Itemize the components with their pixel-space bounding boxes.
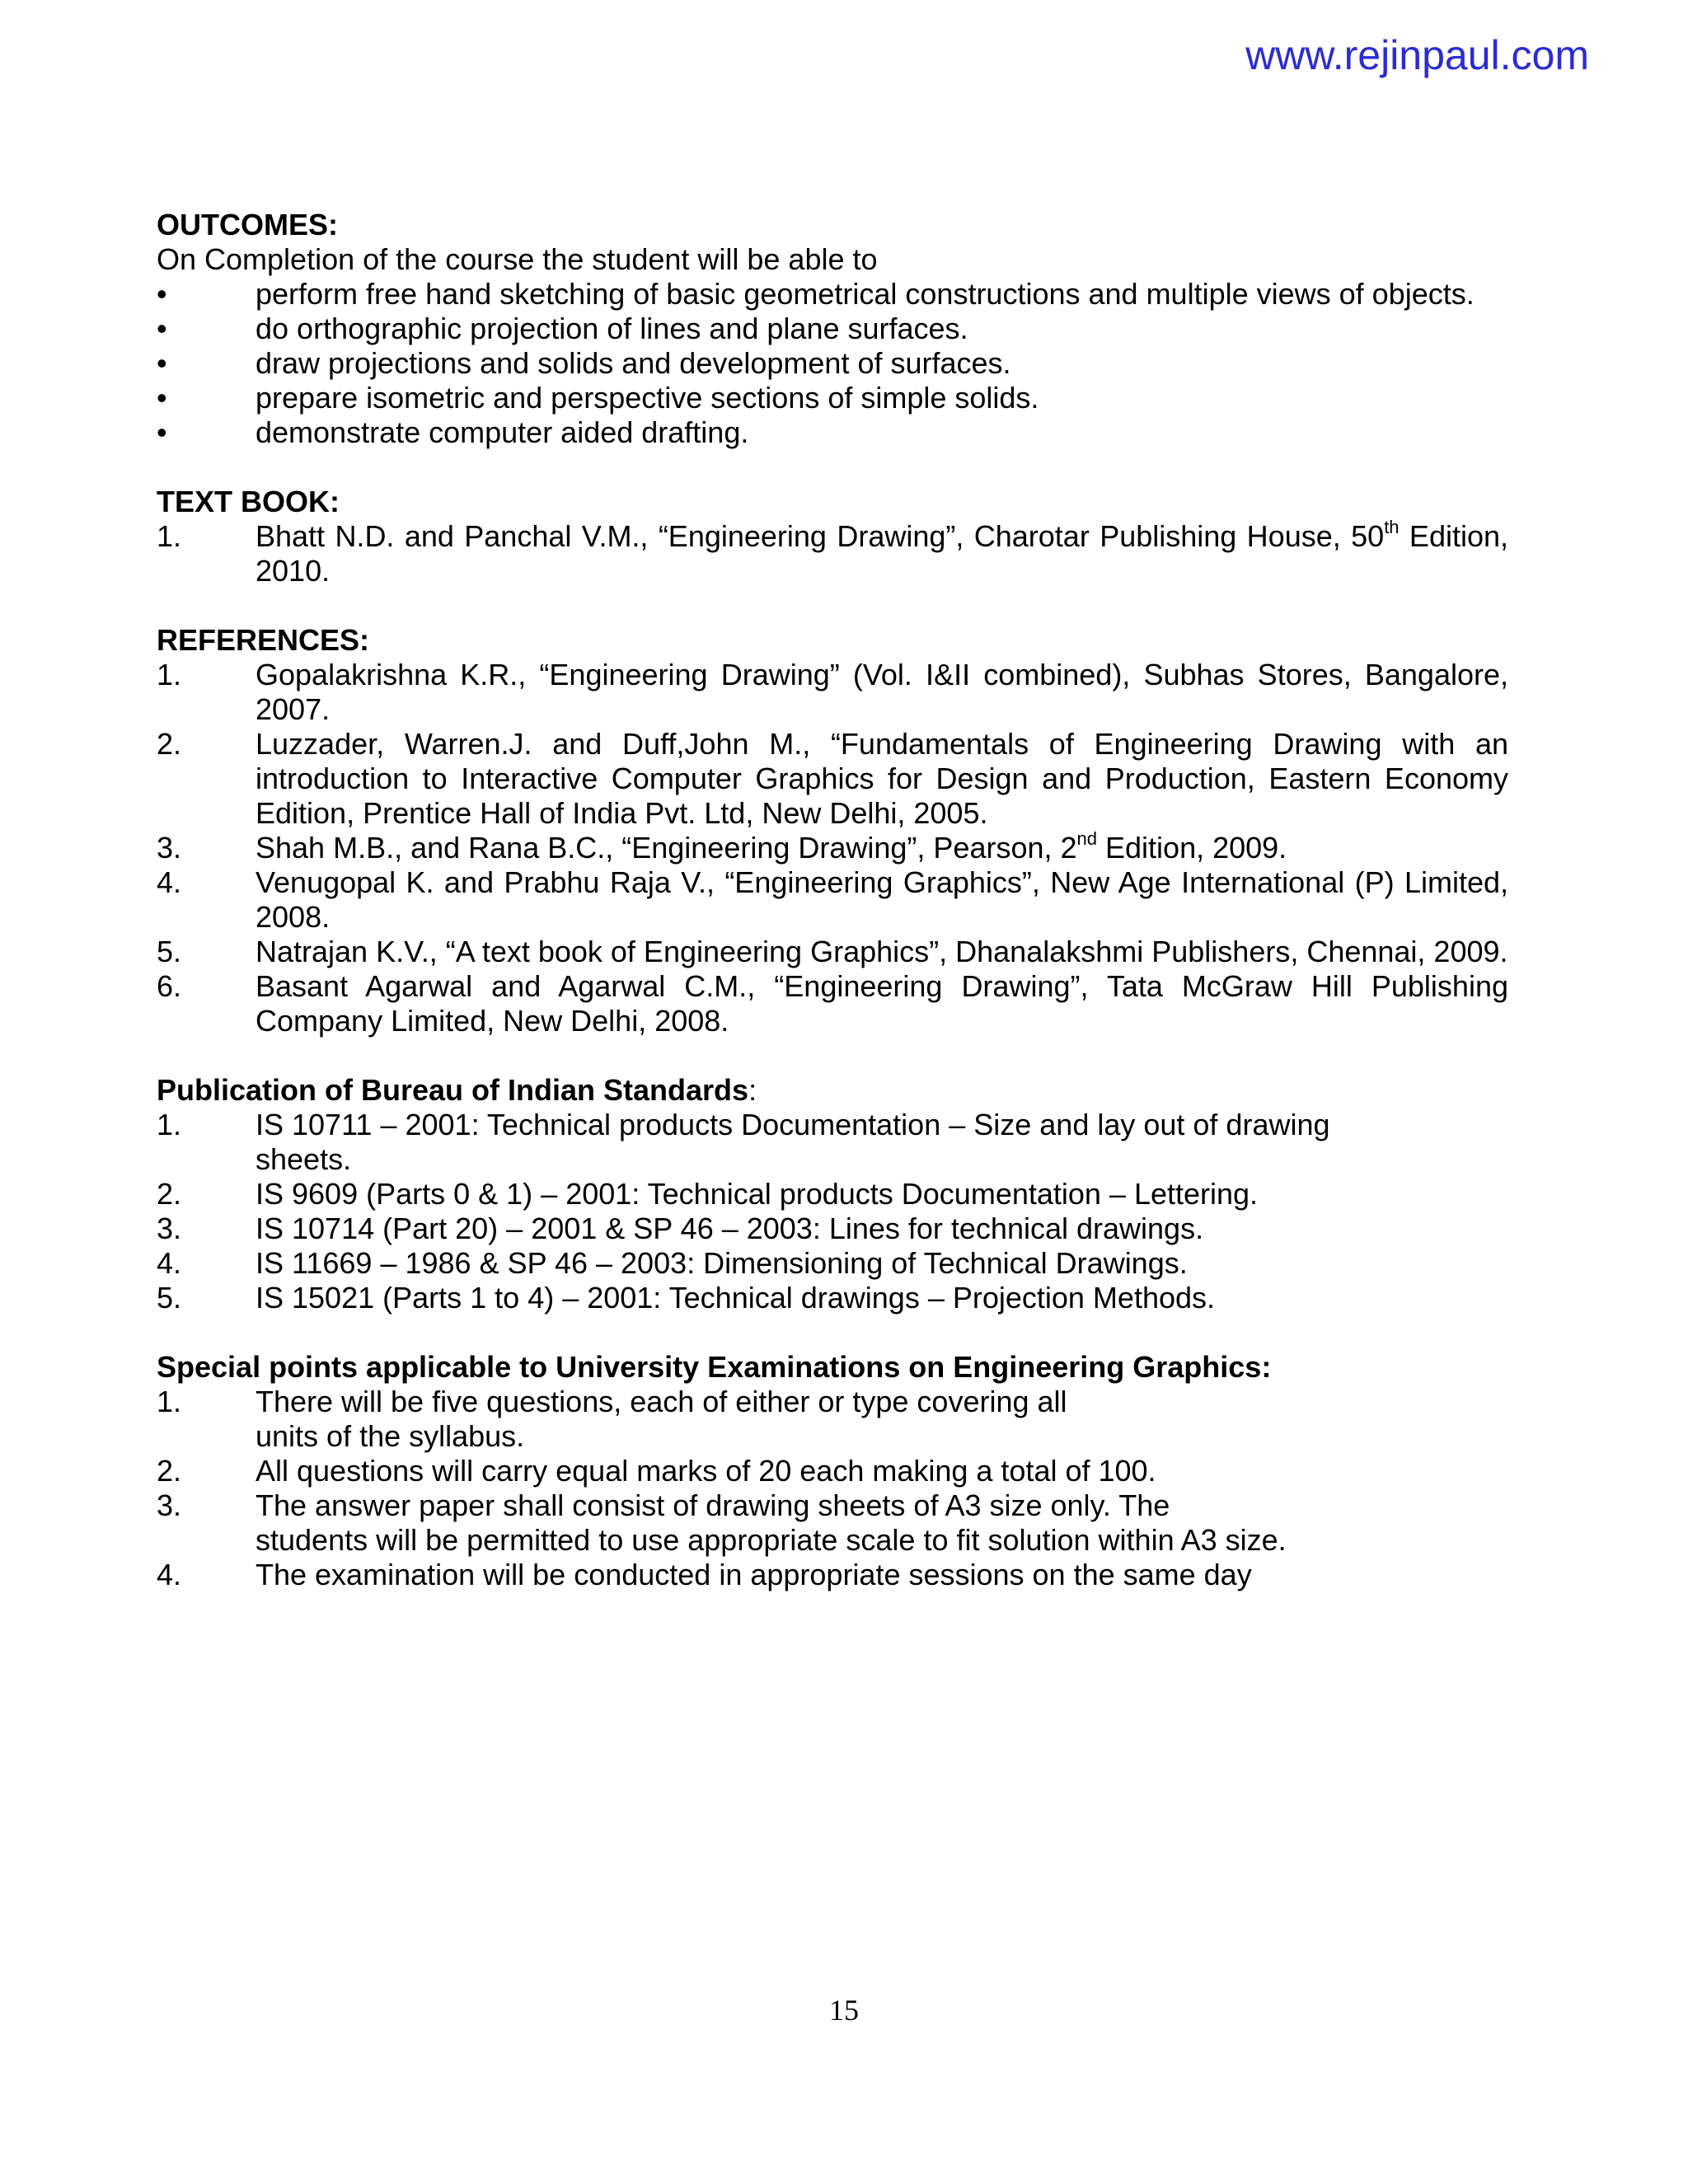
item-number: 2. <box>157 1177 182 1211</box>
special-point-text <box>256 1385 1508 1454</box>
bullet-icon: • <box>157 381 167 415</box>
item-number: 2. <box>157 727 182 761</box>
reference-text: Gopalakrishna K.R., “Engineering Drawing” (Vol. I&II combined), Subhas Stores, Bangalore, 2007. <box>256 658 1508 726</box>
special-points-heading: Special points applicable to University Examinations on Engineering Graphics: <box>157 1350 1272 1384</box>
item-number: 3. <box>157 831 182 865</box>
item-number: 1. <box>157 1385 182 1418</box>
bis-heading-text: Publication of Bureau of Indian Standards <box>157 1073 749 1107</box>
reference-text: Luzzader, Warren.J. and Duff,John M., “Fundamentals of Engineering Drawing with an introduction to Interactive Computer Graphics for Design and Production, Eastern Economy Edition, Prentice Hall of India Pvt. Ltd, New Delhi, 2005. <box>256 727 1508 830</box>
special-point-line-2: units of the syllabus. <box>256 1419 525 1453</box>
item-number: 5. <box>157 935 182 968</box>
item-number: 4. <box>157 1558 182 1591</box>
special-point-line-1: The answer paper shall consist of drawing sheets of A3 size only. The <box>256 1488 1170 1522</box>
list-item <box>157 346 1508 381</box>
bullet-icon: • <box>157 346 167 380</box>
standard-text: IS 15021 (Parts 1 to 4) – 2001: Technical drawings – Projection Methods. <box>256 1281 1216 1315</box>
outcome-text: demonstrate computer aided drafting. <box>256 415 749 449</box>
list-item <box>157 312 1508 346</box>
page-number: 15 <box>829 1994 859 2027</box>
ordinal-suffix: nd <box>1076 828 1098 849</box>
bullet-icon: • <box>157 415 167 449</box>
special-points-list <box>157 1385 1508 1592</box>
textbook-text-tail: Edition, 2010. <box>256 519 1509 588</box>
references-heading: REFERENCES: <box>157 623 370 657</box>
textbook-text <box>256 519 1508 588</box>
reference-text-tail: Edition, 2009. <box>1097 831 1287 865</box>
list-item <box>157 1558 1508 1592</box>
list-item <box>157 1212 1508 1246</box>
list-item <box>157 415 1508 450</box>
item-number: 4. <box>157 865 182 899</box>
list-item <box>157 865 1508 935</box>
outcome-text: draw projections and solids and development of surfaces. <box>256 346 1011 380</box>
standard-line-1: IS 10711 – 2001: Technical products Documentation – Size and lay out of drawing <box>256 1108 1330 1141</box>
bullet-icon: • <box>157 312 167 345</box>
list-item <box>157 1177 1508 1212</box>
special-point-line-2: students will be permitted to use appropriate scale to fit solution within A3 size. <box>256 1523 1287 1557</box>
ordinal-suffix: th <box>1384 517 1400 537</box>
item-number: 6. <box>157 969 182 1003</box>
special-point-line-1: There will be five questions, each of either or type covering all <box>256 1385 1067 1418</box>
list-item <box>157 828 1508 865</box>
item-number: 3. <box>157 1488 182 1522</box>
standard-text: IS 11669 – 1986 & SP 46 – 2003: Dimensioning of Technical Drawings. <box>256 1246 1188 1280</box>
list-item <box>157 727 1508 831</box>
special-point-text: The examination will be conducted in appropriate sessions on the same day <box>256 1558 1252 1591</box>
list-item <box>157 1454 1508 1488</box>
list-item <box>157 969 1508 1038</box>
item-number: 1. <box>157 658 182 691</box>
reference-text-main: Shah M.B., and Rana B.C., “Engineering Drawing”, Pearson, 2 <box>256 831 1077 865</box>
list-item <box>157 1108 1508 1177</box>
list-item <box>157 658 1508 727</box>
reference-text: Venugopal K. and Prabhu Raja V., “Engineering Graphics”, New Age International (P) Limited, 2008. <box>256 865 1508 934</box>
outcome-text: prepare isometric and perspective sections of simple solids. <box>256 381 1039 415</box>
item-number: 5. <box>157 1281 182 1315</box>
outcomes-list <box>157 277 1508 450</box>
list-item <box>157 1246 1508 1281</box>
references-list <box>157 658 1508 1038</box>
reference-text: Basant Agarwal and Agarwal C.M., “Engineering Drawing”, Tata McGraw Hill Publishing Company Limited, New Delhi, 2008. <box>256 969 1508 1038</box>
website-link[interactable]: www.rejinpaul.com <box>1245 32 1589 78</box>
standard-text: IS 10714 (Part 20) – 2001 & SP 46 – 2003: Lines for technical drawings. <box>256 1212 1204 1245</box>
list-item <box>157 1488 1508 1558</box>
reference-text: Natrajan K.V., “A text book of Engineering Graphics”, Dhanalakshmi Publishers, Chennai, 2009. <box>256 935 1508 968</box>
bis-list <box>157 1108 1508 1315</box>
reference-text <box>256 828 1508 865</box>
special-point-text: All questions will carry equal marks of 20 each making a total of 100. <box>256 1454 1156 1488</box>
bullet-icon: • <box>157 277 167 311</box>
list-item <box>157 277 1508 312</box>
list-item <box>157 1385 1508 1454</box>
item-number: 1. <box>157 1108 182 1141</box>
item-number: 2. <box>157 1454 182 1488</box>
special-point-text <box>256 1488 1508 1558</box>
item-number: 3. <box>157 1212 182 1245</box>
outcome-text: perform free hand sketching of basic geometrical constructions and multiple views of objects. <box>256 277 1475 311</box>
bis-heading-colon: : <box>748 1073 757 1107</box>
textbook-heading: TEXT BOOK: <box>157 485 340 518</box>
standard-text <box>256 1108 1508 1177</box>
standard-text: IS 9609 (Parts 0 & 1) – 2001: Technical products Documentation – Lettering. <box>256 1177 1259 1211</box>
item-number: 1. <box>157 519 182 553</box>
standard-line-2: sheets. <box>256 1142 352 1176</box>
list-item <box>157 519 1508 588</box>
list-item <box>157 381 1508 415</box>
outcomes-intro: On Completion of the course the student will be able to <box>157 242 878 276</box>
item-number: 4. <box>157 1246 182 1280</box>
outcomes-heading: OUTCOMES: <box>157 208 338 241</box>
list-item <box>157 935 1508 969</box>
document-body <box>157 208 1508 1592</box>
list-item <box>157 1281 1508 1315</box>
outcome-text: do orthographic projection of lines and plane surfaces. <box>256 312 968 345</box>
textbook-text-main: Bhatt N.D. and Panchal V.M., “Engineering Drawing”, Charotar Publishing House, 50 <box>256 519 1385 553</box>
bis-heading <box>157 1073 1508 1108</box>
